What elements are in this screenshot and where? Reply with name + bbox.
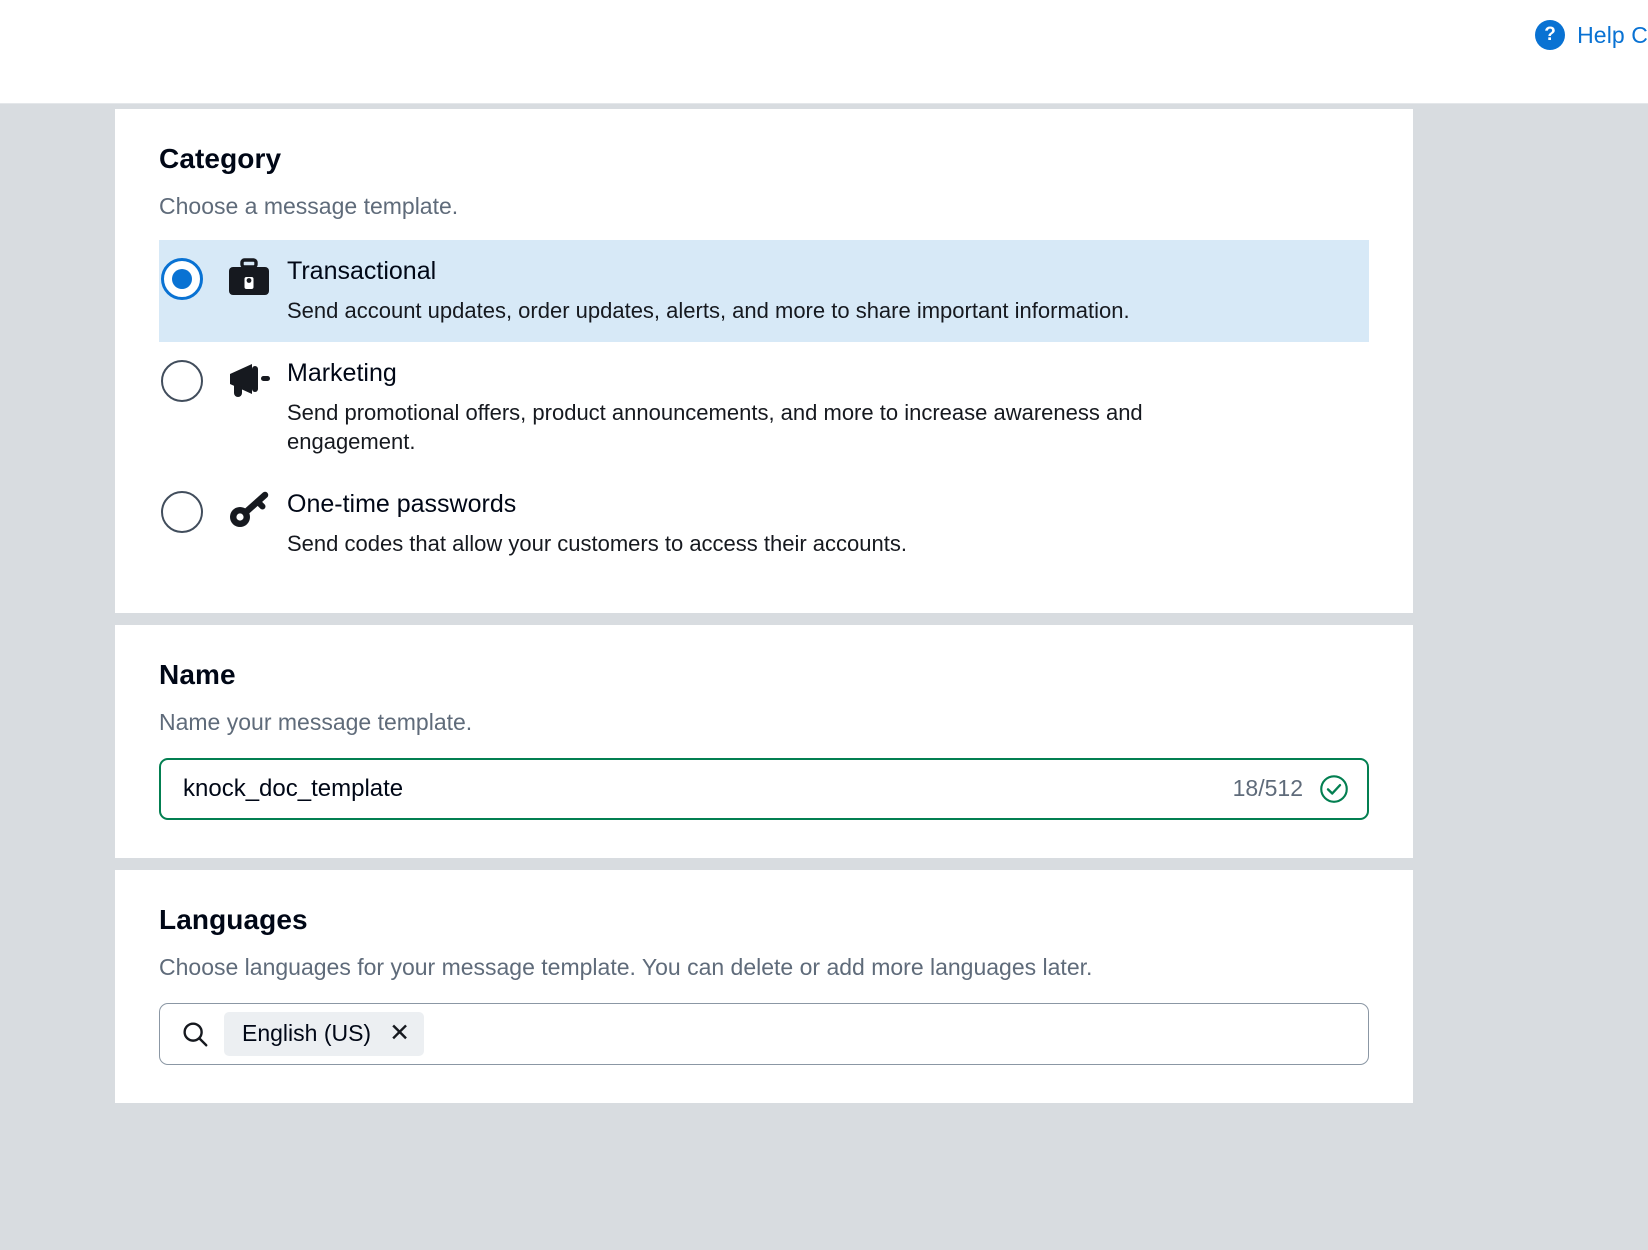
name-subtitle: Name your message template.: [159, 708, 473, 735]
option-label: Transactional: [287, 257, 437, 285]
question-mark-icon[interactable]: ?: [1535, 20, 1565, 50]
option-description: Send codes that allow your customers to access their accounts.: [287, 531, 907, 557]
category-card: [115, 109, 1413, 613]
check-circle-icon: [1319, 774, 1349, 804]
help-panel-trigger[interactable]: [1535, 20, 1648, 50]
languages-title: Languages: [159, 903, 308, 935]
template-name-input[interactable]: [159, 758, 1369, 820]
option-description: Send promotional offers, product announcements, and more to increase awareness and engagement.: [287, 399, 1143, 455]
form-page: [0, 104, 1648, 1250]
category-radio-group[interactable]: [159, 240, 1369, 575]
radio-marketing[interactable]: [161, 360, 203, 402]
help-link-label[interactable]: Help C: [1577, 21, 1648, 48]
languages-card: [115, 870, 1413, 1103]
category-subtitle: Choose a message template.: [159, 193, 459, 219]
top-bar: [0, 0, 1648, 104]
megaphone-icon: [225, 358, 273, 402]
key-icon: [225, 489, 273, 533]
search-icon: [180, 1019, 210, 1049]
close-icon[interactable]: ✕: [389, 1019, 411, 1048]
languages-multiselect[interactable]: [159, 1003, 1369, 1065]
option-label: Marketing: [287, 358, 397, 387]
radio-transactional[interactable]: [161, 258, 203, 300]
option-label: One-time passwords: [287, 490, 517, 519]
language-token[interactable]: [224, 1012, 424, 1056]
radio-one-time-passwords[interactable]: [161, 491, 203, 533]
language-token-label: English (US): [242, 1020, 372, 1047]
category-title: Category: [159, 143, 282, 174]
languages-subtitle: Choose languages for your message template. You can delete or add more languages later.: [159, 953, 1093, 980]
name-card: [115, 625, 1413, 858]
character-counter: 18/512: [1232, 775, 1303, 802]
briefcase-icon: [225, 256, 273, 300]
name-title: Name: [159, 658, 236, 690]
category-option-one-time-passwords[interactable]: [159, 473, 1369, 575]
option-description: Send account updates, order updates, alerts, and more to share important information.: [287, 298, 1130, 323]
category-option-transactional[interactable]: [159, 240, 1369, 342]
template-name-value[interactable]: knock_doc_template: [183, 774, 404, 802]
category-option-marketing[interactable]: [159, 342, 1369, 473]
